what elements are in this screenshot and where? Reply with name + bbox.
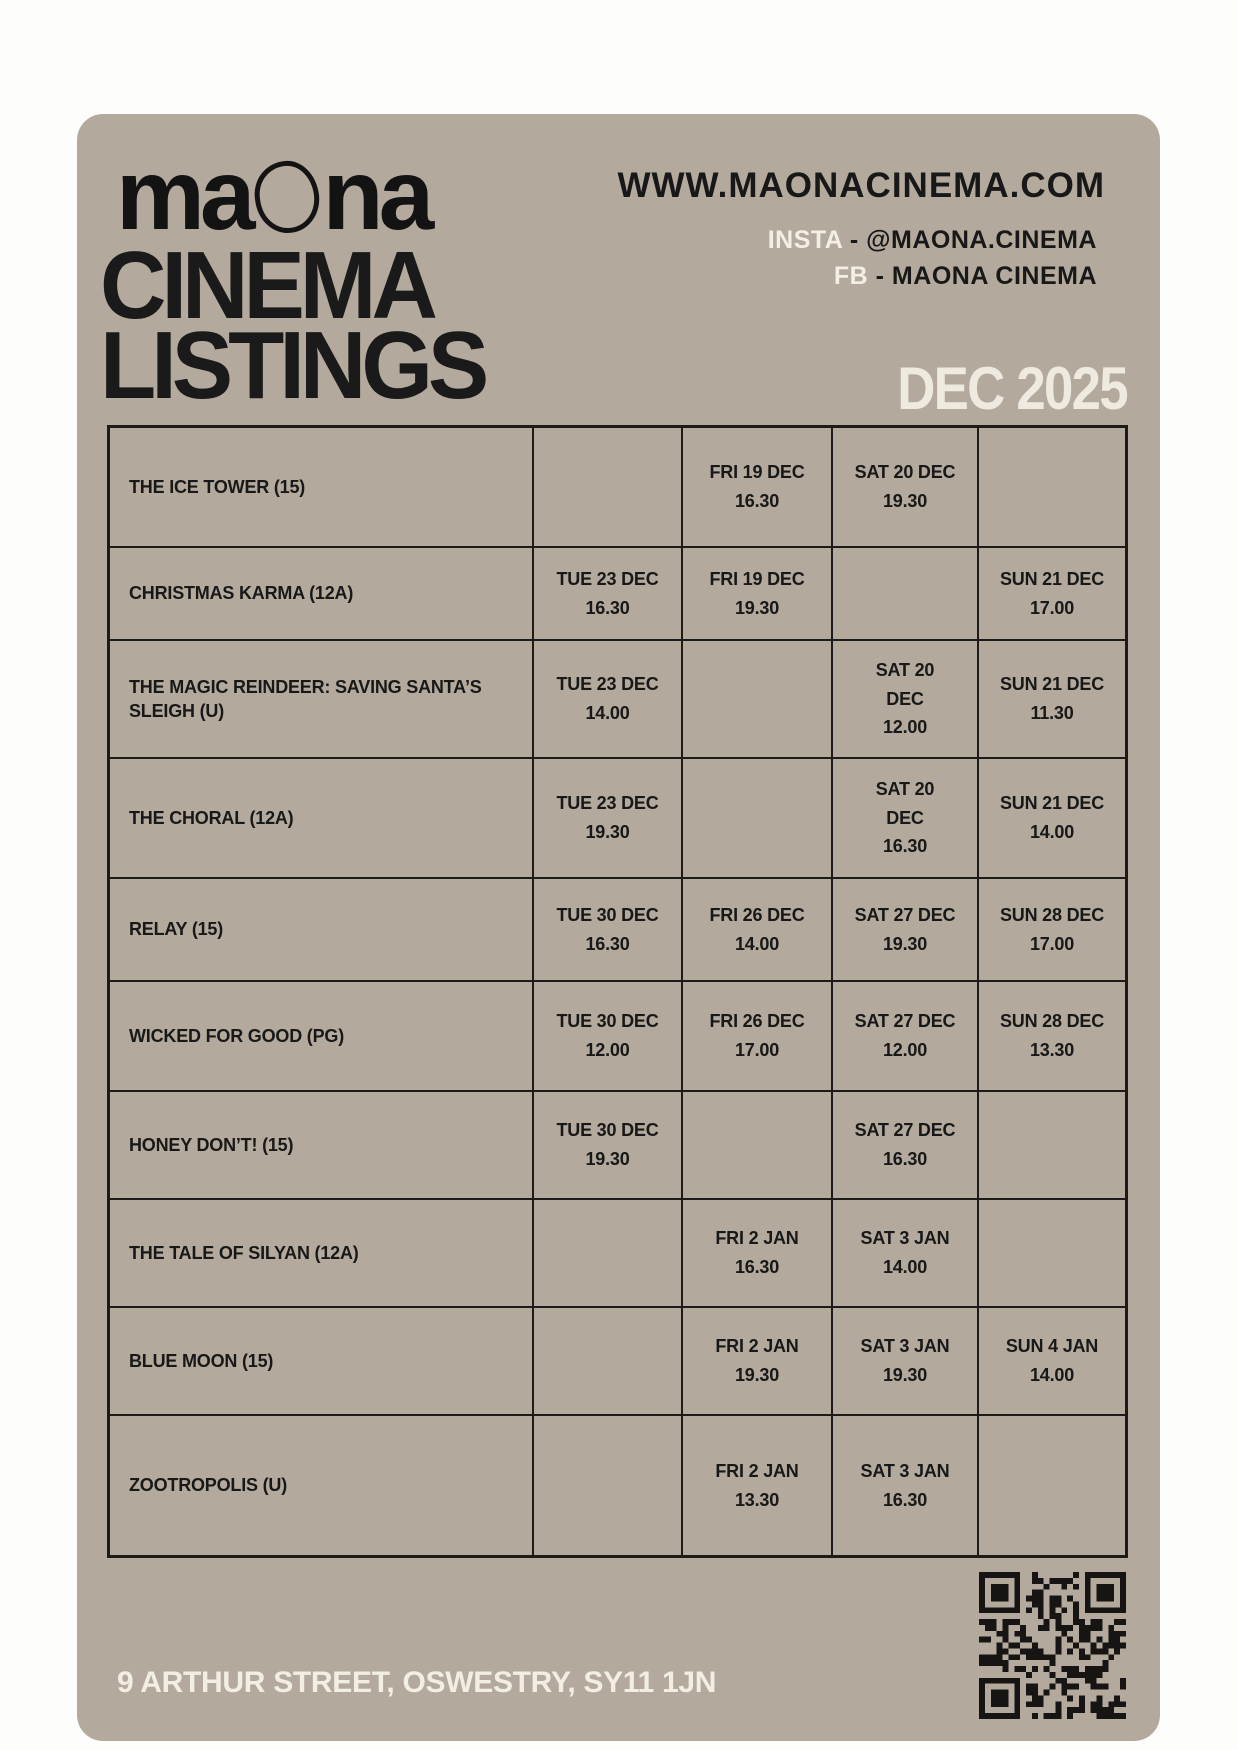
showtime-cell [977, 1090, 1125, 1198]
showtime-cell [831, 546, 977, 639]
showtime-cell [977, 1198, 1125, 1306]
showtime-cell: FRI 19 DEC 16.30 [681, 428, 831, 546]
showtime-cell: SUN 28 DEC 13.30 [977, 980, 1125, 1090]
showtime-cell: SAT 27 DEC 19.30 [831, 877, 977, 980]
showtime-cell: FRI 2 JAN 13.30 [681, 1414, 831, 1555]
showtime-cell [681, 1090, 831, 1198]
film-title-cell: HONEY DON’T! (15) [110, 1090, 532, 1198]
showtime-cell: TUE 30 DEC 12.00 [532, 980, 681, 1090]
showtime-cell: SUN 28 DEC 17.00 [977, 877, 1125, 980]
instagram-value: - @MAONA.CINEMA [842, 226, 1097, 254]
title-listings: LISTINGS [100, 312, 485, 419]
qr-code-icon [979, 1570, 1126, 1721]
instagram-handle [768, 226, 1097, 255]
showtime-cell [532, 1198, 681, 1306]
showtime-cell: FRI 26 DEC 17.00 [681, 980, 831, 1090]
showtime-cell: SAT 3 JAN 16.30 [831, 1414, 977, 1555]
facebook-label: FB [833, 262, 869, 290]
facebook-value: - MAONA CINEMA [868, 262, 1097, 290]
film-title-cell: CHRISTMAS KARMA (12A) [110, 546, 532, 639]
address-line: 9 ARTHUR STREET, OSWESTRY, SY11 1JN [117, 1666, 717, 1699]
showtime-cell: FRI 19 DEC 19.30 [681, 546, 831, 639]
showtime-cell: TUE 30 DEC 19.30 [532, 1090, 681, 1198]
showtime-cell [681, 757, 831, 877]
showtime-cell: SAT 20 DEC 12.00 [831, 639, 977, 757]
showtime-cell: SUN 21 DEC 11.30 [977, 639, 1125, 757]
page-title [100, 232, 485, 419]
listings-table [107, 425, 1128, 1558]
showtime-cell [532, 1414, 681, 1555]
showtime-cell: TUE 23 DEC 14.00 [532, 639, 681, 757]
showtime-cell: SAT 27 DEC 12.00 [831, 980, 977, 1090]
showtime-cell [977, 428, 1125, 546]
showtime-cell [532, 428, 681, 546]
month-badge: DEC 2025 [897, 355, 1127, 422]
showtime-cell [532, 1306, 681, 1414]
film-title-cell: RELAY (15) [110, 877, 532, 980]
showtime-cell: TUE 30 DEC 16.30 [532, 877, 681, 980]
showtime-cell: FRI 2 JAN 16.30 [681, 1198, 831, 1306]
logo-circle-o-icon [250, 157, 322, 236]
showtime-cell: SUN 4 JAN 14.00 [977, 1306, 1125, 1414]
instagram-label: INSTA [767, 226, 843, 254]
film-title-cell: THE MAGIC REINDEER: SAVING SANTA’S SLEIGH (U) [110, 639, 532, 757]
poster-card [77, 114, 1160, 1741]
film-title-cell: BLUE MOON (15) [110, 1306, 532, 1414]
showtime-cell: FRI 2 JAN 19.30 [681, 1306, 831, 1414]
showtime-cell: SAT 20 DEC 19.30 [831, 428, 977, 546]
showtime-cell: TUE 23 DEC 16.30 [532, 546, 681, 639]
film-title-cell: THE ICE TOWER (15) [129, 476, 306, 497]
showtime-cell [681, 639, 831, 757]
logo-text-post: na [322, 139, 430, 251]
logo-text-pre: ma [116, 139, 251, 251]
title-cinema: CINEMA [100, 232, 433, 339]
film-title-cell: THE TALE OF SILYAN (12A) [110, 1198, 532, 1306]
showtime-cell: SUN 21 DEC 17.00 [977, 546, 1125, 639]
film-title-cell: WICKED FOR GOOD (PG) [110, 980, 532, 1090]
facebook-handle [834, 262, 1097, 291]
showtime-cell: SAT 27 DEC 16.30 [831, 1090, 977, 1198]
website-url: WWW.MAONACINEMA.COM [617, 166, 1105, 205]
showtime-cell: SAT 3 JAN 19.30 [831, 1306, 977, 1414]
film-title-cell: THE CHORAL (12A) [110, 757, 532, 877]
showtime-cell: SUN 21 DEC 14.00 [977, 757, 1125, 877]
showtime-cell: TUE 23 DEC 19.30 [532, 757, 681, 877]
showtime-cell: SAT 20 DEC 16.30 [831, 757, 977, 877]
showtime-cell: SAT 3 JAN 14.00 [831, 1198, 977, 1306]
showtime-cell [977, 1414, 1125, 1555]
showtime-cell: FRI 26 DEC 14.00 [681, 877, 831, 980]
film-title-cell: ZOOTROPOLIS (U) [110, 1414, 532, 1555]
